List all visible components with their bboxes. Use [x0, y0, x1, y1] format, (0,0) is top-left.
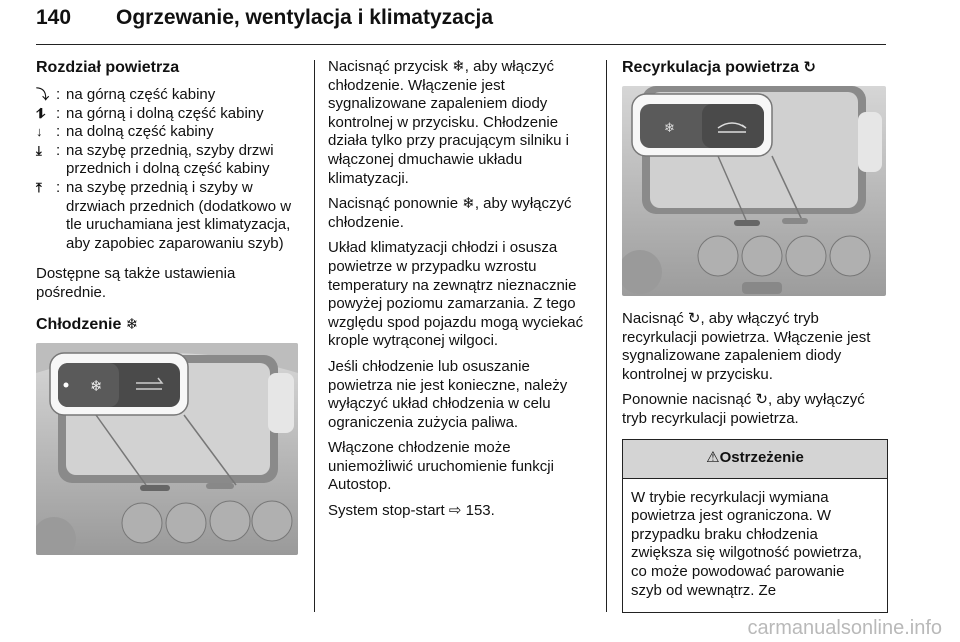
recirculation-icon: ↻ [687, 310, 701, 327]
page-title: Ogrzewanie, wentylacja i klimatyzacja [116, 6, 494, 29]
air-distribution-item [36, 142, 300, 179]
page-number: 140 [36, 6, 72, 29]
air-to-floor-icon: ↓ [36, 124, 43, 140]
recirculation-on-paragraph: Nacisnąć ↻, aby włączyć tryb recyrkulacji powietrza. Włączenie jest sygnalizowane zapaleniem diody kontrolnej w przycisku. [622, 310, 871, 383]
air-distribution-text: na szybę przednią i szyby w drzwiach przednich (dodatkowo w tle uruchamiana jest klimatyzacja, aby zapobiec zaparowaniu szyb) [66, 178, 292, 252]
column-recirculation [622, 58, 888, 613]
column-divider [606, 60, 607, 612]
cooling-off-paragraph: Nacisnąć ponownie ❄, aby wyłączyć chłodzenie. [328, 195, 572, 231]
air-to-upper-body-icon: ⤵ [36, 87, 50, 102]
warning-box [622, 439, 888, 613]
air-distribution-item [36, 105, 300, 124]
cooling-on-paragraph: Nacisnąć przycisk ❄, aby włączyć chłodzenie. Włączenie jest sygnalizowane zapaleniem diody kontrolnej w przycisku. Chłodzenie działa tylko przy pracującym silniku i włączonej dmuchawie układu klimatyzacji. [328, 58, 569, 187]
air-distribution-list [36, 86, 300, 253]
separator: : [56, 86, 61, 103]
column-divider [314, 60, 315, 612]
section-heading-cooling: Chłodzenie ❄ [36, 315, 139, 333]
snowflake-icon: ❄ [452, 58, 465, 75]
separator: : [56, 123, 61, 141]
svg-text:❄: ❄ [664, 121, 675, 136]
air-distribution-text: na dolną część kabiny [66, 123, 214, 141]
air-distribution-text: na szybę przednią, szyby drzwi przednich i dolną część kabiny [66, 141, 274, 178]
cooling-button-photo [36, 343, 298, 555]
air-distribution-item [36, 86, 300, 105]
intermediate-settings-text: Dostępne są także ustawienia pośrednie. [36, 265, 236, 301]
section-heading-recirculation: Recyrkulacja powietrza ↻ [622, 59, 816, 76]
section-heading-air-distribution: Rozdział powietrza [36, 59, 180, 76]
warning-heading: ⚠Ostrzeżenie [623, 440, 887, 479]
stop-start-reference[interactable]: System stop-start ⇨ 153. [328, 502, 495, 520]
snowflake-icon: ❄ [125, 315, 139, 333]
air-distribution-text: na górną część kabiny [66, 86, 216, 103]
air-to-windscreen-and-floor-icon: ⤓ [36, 142, 42, 158]
recirculation-off-paragraph: Ponownie nacisnąć ↻, aby wyłączyć tryb recyrkulacji powietrza. [622, 391, 865, 427]
watermark: carmanualsonline.info [747, 617, 942, 639]
page-header [36, 4, 886, 45]
separator: : [56, 178, 61, 196]
recirculation-icon: ↻ [803, 59, 816, 76]
fuel-saving-paragraph: Jeśli chłodzenie lub osuszanie powietrza nie jest konieczne, należy wyłączyć układ chłodzenia w celu ograniczenia zużycia paliwa. [328, 357, 568, 431]
recirculation-icon: ↻ [755, 391, 768, 409]
svg-text:❄: ❄ [90, 376, 103, 395]
column-cooling-text [328, 58, 594, 528]
ac-dehumidify-paragraph: Układ klimatyzacji chłodzi i osusza powietrze w przypadku wzrostu temperatury na zewnątrz nieznacznie powyżej poziomu zamarzania. Z tego względu spod pojazdu mogą wyciekać krople wytrąconej wilgoci. [328, 239, 584, 350]
air-distribution-text: na górną i dolną część kabiny [66, 104, 264, 122]
column-air-distribution [36, 58, 300, 555]
separator: : [56, 104, 61, 122]
warning-text: W trybie recyrkulacji wymiana powietrza jest ograniczona. W przypadku braku chłodzenia zwiększa się wilgotność powietrza, co może powodować parowanie szyb od wewnątrz. Ze [631, 488, 862, 599]
recirculation-button-photo [622, 86, 886, 296]
snowflake-icon: ❄ [462, 195, 475, 213]
autostop-paragraph: Włączone chłodzenie może uniemożliwić uruchomienie funkcji Autostop. [328, 439, 554, 494]
air-distribution-item [36, 179, 300, 253]
air-distribution-item [36, 123, 300, 142]
separator: : [56, 141, 61, 159]
air-to-upper-and-lower-icon: ⥮ [36, 105, 46, 121]
air-to-windscreen-icon: ⤒ [36, 179, 42, 195]
